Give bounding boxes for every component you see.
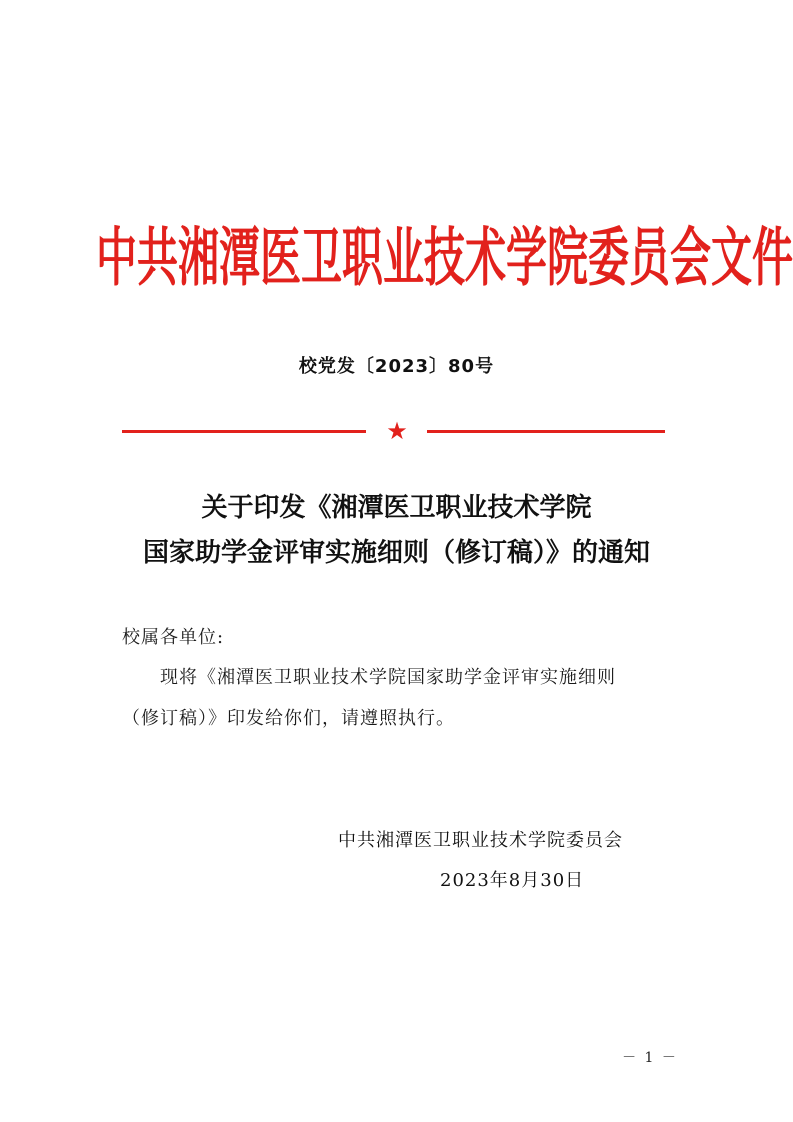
notice-title-line2: 国家助学金评审实施细则（修订稿）》的通知 (142, 538, 650, 568)
red-divider-left (122, 430, 366, 433)
body-paragraph-line1: 现将《湘潭医卫职业技术学院国家助学金评审实施细则 (160, 667, 616, 688)
signature-organization: 中共湘潭医卫职业技术学院委员会 (338, 830, 623, 851)
document-number: 校党发〔2023〕80号 (298, 356, 495, 377)
signature-date: 2023年8月30日 (440, 870, 585, 891)
document-header-title: 中共湘潭医卫职业技术学院委员会文件 (96, 220, 793, 296)
body-paragraph-line2: （修订稿）》印发给你们，请遵照执行。 (122, 708, 455, 729)
page-number: － 1 － (622, 1050, 678, 1066)
notice-title-line1: 关于印发《湘潭医卫职业技术学院 (201, 493, 592, 523)
star-icon: ★ (386, 417, 408, 445)
salutation: 校属各单位: (122, 627, 225, 648)
red-divider-right (427, 430, 665, 433)
